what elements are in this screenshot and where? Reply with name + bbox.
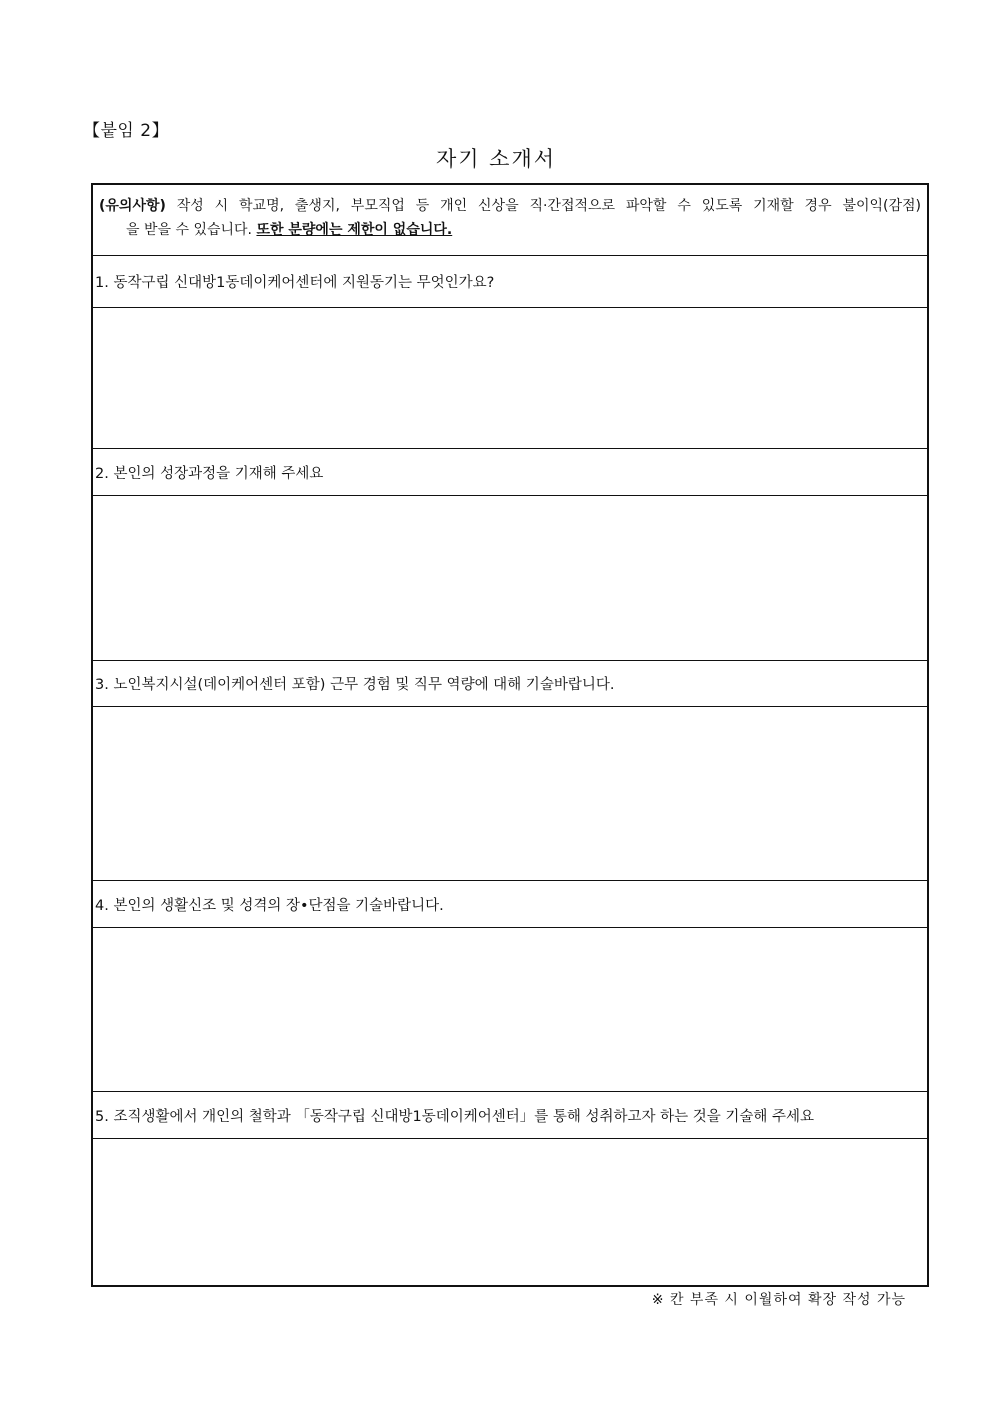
notice-tag: (유의사항) <box>99 198 166 214</box>
question-1-label: 1. 동작구립 신대방1동데이케어센터에 지원동기는 무엇인가요? <box>93 256 927 308</box>
question-4-label: 4. 본인의 생활신조 및 성격의 장•단점을 기술바랍니다. <box>93 881 927 928</box>
self-introduction-form <box>91 183 929 1287</box>
answer-4-field[interactable] <box>93 928 927 1092</box>
answer-5-field[interactable] <box>93 1139 927 1285</box>
notice-text: 작성 시 학교명, 출생지, 부모직업 등 개인 신상을 직·간접적으로 파악할 수 있도록 기재할 경우 불이익(감점) <box>165 198 921 214</box>
notice-line-2 <box>99 218 921 242</box>
question-5-label: 5. 조직생활에서 개인의 철학과 「동작구립 신대방1동데이케어센터」를 통해 성취하고자 하는 것을 기술해 주세요 <box>93 1092 927 1139</box>
footnote: ※ 칸 부족 시 이월하여 확장 작성 가능 <box>651 1292 906 1308</box>
question-3-label: 3. 노인복지시설(데이케어센터 포함) 근무 경험 및 직무 역량에 대해 기술바랍니다. <box>93 661 927 707</box>
answer-1-field[interactable] <box>93 308 927 449</box>
answer-3-field[interactable] <box>93 707 927 881</box>
answer-2-field[interactable] <box>93 496 927 661</box>
attachment-label: 【붙임 2】 <box>83 121 170 141</box>
question-2-label: 2. 본인의 성장과정을 기재해 주세요 <box>93 449 927 496</box>
notice-box <box>93 185 927 256</box>
page-title: 자기 소개서 <box>435 147 557 171</box>
notice-text-continued: 을 받을 수 있습니다. <box>126 222 257 238</box>
notice-line-1 <box>99 194 921 218</box>
notice-emphasis: 또한 분량에는 제한이 없습니다. <box>256 222 453 238</box>
